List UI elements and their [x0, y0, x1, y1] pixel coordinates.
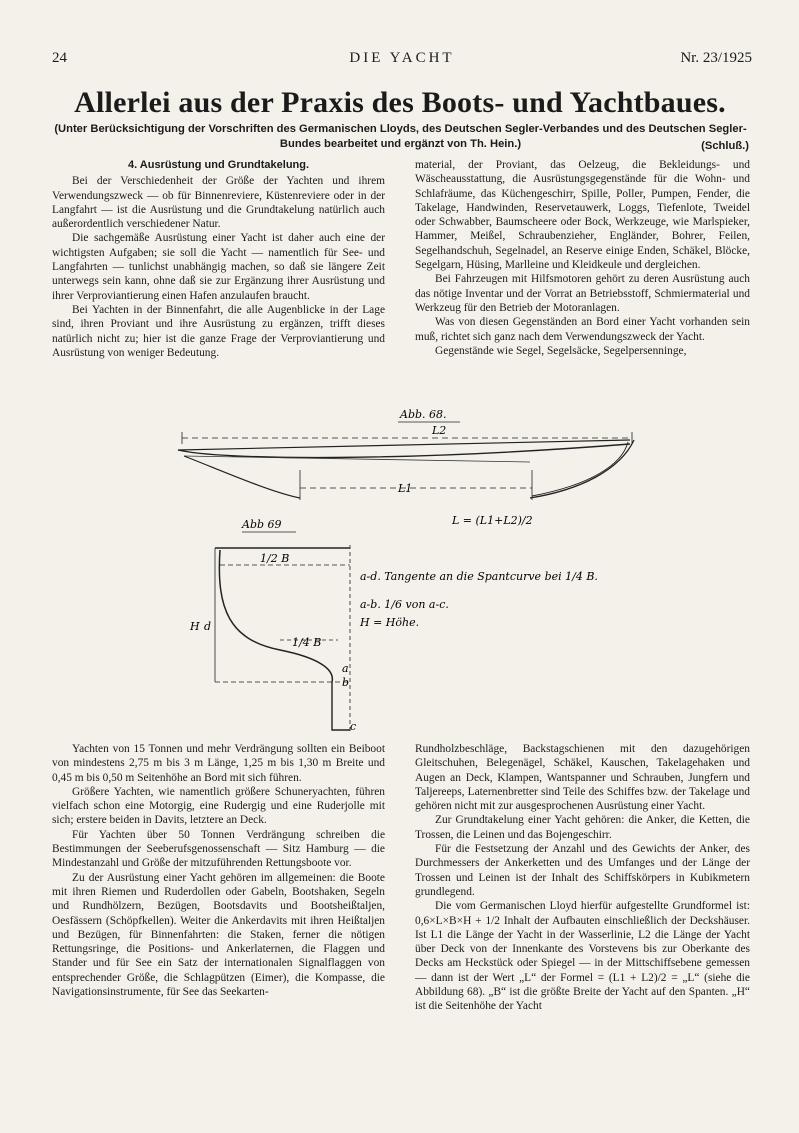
paragraph: Bei Yachten in der Binnenfahrt, die alle Augenblicke in der Lage sind, ihren Proviant und ihre Ausrüstung zu ergänzen, trifft dieses natürlich nicht zu; hier ist die ganze Frage der Verproviantierung und Ausrüstung von weniger Bedeutung.: [52, 303, 385, 359]
running-header: [52, 50, 752, 70]
paragraph: material, der Proviant, das Oelzeug, die Bekleidungs- und Wäscheausstattung, die Ausrüstungsgegenstände für die Wohn- und Schlafräume, das Küchengeschirr, Spille, Poller, Pumpen, Fender, die Takelage, Handwinden, Reservetauwerk, Loggs, Tiefenlote, Tweidel oder Schwabber, Baumscheere oder Bock, Werkzeuge, wie Marlspieker, Hammer, Meißel, Schraubenzieher, Engländer, Bohrer, Feilen, Segelhandschuh, Segelnadel, an Reserve einige Enden, Schäkel, Blöcke, Segelgarn, Hüsing, Marlleine und Kleidkeule und dergleichen.: [415, 159, 750, 272]
paragraph: Bei der Verschiedenheit der Größe der Yachten und ihrem Verwendungszweck — ob für Binnenreviere, Küstenreviere oder in der Langfahrt — ist die Ausrüstung und die Grundtakelung natürlich auch außerordentlich verschiedener Natur.: [52, 175, 385, 231]
paragraph: Gegenstände wie Segel, Segelsäcke, Segelpersenninge,: [435, 344, 687, 357]
l1-label: L1: [398, 482, 413, 495]
formula-label: L = (L1+L2)/2: [452, 514, 533, 527]
issue-number: Nr. 23/1925: [680, 50, 752, 66]
quarter-b-label: 1/4 B: [292, 636, 322, 649]
paragraph: Für Yachten über 50 Tonnen Verdrängung schreiben die Bestimmungen der Seeberufsgenossenschaft — Sitz Hamburg — die Mindestanzahl und Größe der mitzuführenden Rettungsboote vor.: [52, 828, 385, 870]
d-label: d: [204, 620, 212, 633]
paragraph: Die vom Germanischen Lloyd hierfür aufgestellte Grundformel ist: 0,6×L×B×H + 1/2 Inhalt der Aufbauten einschließlich der Deckshäuser. Ist L1 die Länge der Yacht in der Wasserlinie, L2 die Länge der Yacht über Deck von der Innenkante des Vorstevens bis zur Oberkante des Decks am Heckstück oder Spiegel — in der Mittschiffsebene gemessen — dann ist der Wert „L“ der Formel = (L1 + L2)/2 = „L“ (siehe die Abbildung 68). „B“ ist die größte Breite der Yacht auf den Spanten. „H“ ist die Seitenhöhe der Yacht: [415, 900, 750, 1013]
legend-line-3: H = Höhe.: [360, 616, 420, 629]
page-number: 24: [52, 50, 67, 66]
section-heading: 4. Ausrüstung und Grundtakelung.: [127, 159, 310, 171]
hull-figures: [160, 400, 640, 740]
continuation-note: (Schluß.): [701, 140, 749, 152]
paragraph: Was von diesen Gegenständen an Bord einer Yacht vorhanden sein muß, richtet sich ganz nach dem Verwendungszweck der Yacht.: [415, 316, 750, 343]
paragraph: Zu der Ausrüstung einer Yacht gehören im allgemeinen: die Boote mit ihren Riemen und Ruderdollen oder Gabeln, Bootshaken, Segeln und Rundhölzern, Bezügen, Bootsdavits und Bootsheißtaljen, Oesfässern (Schöpfkellen). Weiter die Ankerdavits mit ihren Heißtaljen und Bezügen, für Binnenfahrten: die Staken, ferner die nötigen Rettungsringe, die Positions- und Ankerlaternen, die Flaggen und Stander und für See ein Satz der internationalen Signalflaggen von entsprechender Größe, die Schlagpützen (Eimer), die Kompasse, die Navigationsinstrumente, für See das Seekarten-: [52, 871, 385, 999]
h-label: H: [190, 620, 200, 633]
b-label: b: [342, 676, 350, 689]
abb69-label: Abb 69: [242, 518, 282, 531]
l2-label: L2: [432, 424, 447, 437]
paragraph: Die sachgemäße Ausrüstung einer Yacht ist daher auch eine der wichtigsten Aufgaben; sie soll die Yacht — namentlich für See- und Langfahrten — tunlichst unabhängig machen, so daß sie längere Zeit unterwegs sein kann, ohne daß sie zur Ergänzung ihrer Ausrüstung und ihrer Verproviantierung einen Hafen anzulaufen braucht.: [52, 232, 385, 302]
paragraph: Rundholzbeschläge, Backstagschienen mit den dazugehörigen Gleitschuhen, Belegenägel, Schäkel, Kauschen, Takelagehaken und Augen an Deck, Klampen, Wantspanner und Schrauben, Jungfern und Taljereeps, Laternenbretter sind Teile des Schiffes bzw. der Takelage und gehören nicht mit zur ausgesprochenen Ausrüstung einer Yacht.: [415, 743, 750, 813]
column-top-right: [415, 158, 750, 358]
paragraph: Yachten von 15 Tonnen und mehr Verdrängung sollten ein Beiboot von mindestens 2,75 m bis 3 m Länge, 1,25 m bis 1,30 m Breite und 0,45 m bis 0,50 m Seitenhöhe an Bord mit sich führen.: [52, 743, 385, 784]
paragraph: Für die Festsetzung der Anzahl und des Gewichts der Anker, des Durchmessers der Ankerketten und des Umfanges und der Länge der Trossen und Leinen ist der Inhalt des Schiffskörpers in Kubikmetern grundlegend.: [415, 843, 750, 898]
half-b-label: 1/2 B: [260, 552, 290, 565]
column-bottom-left: [52, 742, 385, 999]
paragraph: Bei Fahrzeugen mit Hilfsmotoren gehört zu deren Ausrüstung auch das nötige Inventar und der Vorrat an Betriebsstoff, Schmiermaterial und Werkzeug für den Betrieb der Motoranlagen.: [415, 273, 750, 314]
abb68-label: Abb. 68.: [400, 408, 447, 421]
legend-line-1: a-d. Tangente an die Spantcurve bei 1/4 B.: [360, 570, 598, 583]
a-label: a: [342, 662, 349, 675]
masthead: DIE YACHT: [349, 50, 455, 66]
paragraph: Größere Yachten, wie namentlich größere Schuneryachten, führen vielfach schon eine Motorgig, eine Rudergig und eine Ruderjolle mit sich; erstere beiden in Davits, letztere an Deck.: [52, 785, 385, 827]
c-label: c: [350, 720, 357, 733]
article-subtitle: (Unter Berücksichtigung der Vorschriften des Germanischen Lloyds, des Deutschen Segler-Verbandes und des Deutschen Segler-Bundes bearbeitet und ergänzt von Th. Hein.): [54, 123, 747, 150]
legend-line-2: a-b. 1/6 von a-c.: [360, 598, 449, 611]
article-title: Allerlei aus der Praxis des Boots- und Yachtbaues.: [74, 86, 726, 119]
paragraph: Zur Grundtakelung einer Yacht gehören: die Anker, die Ketten, die Trossen, die Leinen und das Bojengeschirr.: [415, 814, 750, 841]
column-top-left: [52, 158, 385, 360]
column-bottom-right: [415, 742, 750, 1014]
